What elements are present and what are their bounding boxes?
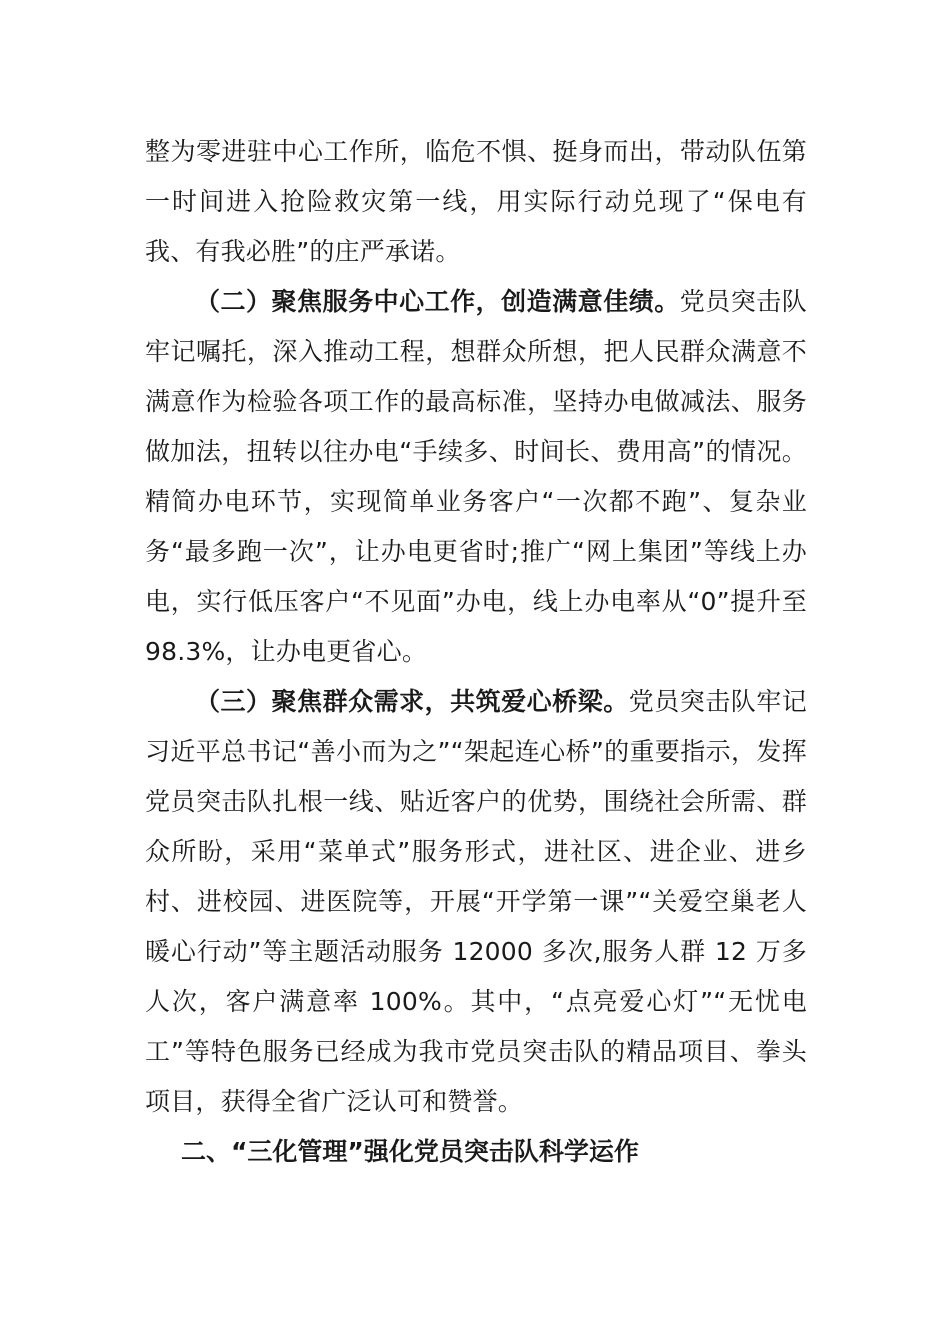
- paragraph-1: 整为零进驻中心工作所，临危不惧、挺身而出，带动队伍第一时间进入抢险救灾第一线，用实际行动兑现了“保电有我、有我必胜”的庄严承诺。: [145, 137, 807, 266]
- paragraph-3-heading: （三）聚焦群众需求，共筑爱心桥梁。: [195, 687, 629, 716]
- paragraph-3: [145, 677, 807, 1127]
- paragraph-2: [145, 277, 807, 677]
- section-heading: 二、“三化管理”强化党员突击队科学运作: [181, 1137, 639, 1166]
- paragraph-2-heading: （二）聚焦服务中心工作，创造满意佳绩。: [195, 287, 680, 316]
- paragraph-2-body: 党员突击队牢记嘱托，深入推动工程，想群众所想，把人民群众满意不满意作为检验各项工作的最高标准，坚持办电做减法、服务做加法，扭转以往办电“手续多、时间长、费用高”的情况。精简办电环节，实现简单业务客户“一次都不跑”、复杂业务“最多跑一次”，让办电更省时;推广“网上集团”等线上办电，实行低压客户“不见面”办电，线上办电率从“0”提升至98.3%，让办电更省心。: [145, 287, 807, 666]
- document-page: [145, 127, 807, 1177]
- paragraph-3-body: 党员突击队牢记习近平总书记“善小而为之”“架起连心桥”的重要指示，发挥党员突击队扎根一线、贴近客户的优势，围绕社会所需、群众所盼，采用“菜单式”服务形式，进社区、进企业、进乡村、进校园、进医院等，开展“开学第一课”“关爱空巢老人暖心行动”等主题活动服务 12000 多次,服务人群 12 万多人次，客户满意率 100%。其中，“点亮爱心灯”“无忧电工”等特色服务已经成为我市党员突击队的精品项目、拳头项目，获得全省广泛认可和赞誉。: [145, 687, 807, 1116]
